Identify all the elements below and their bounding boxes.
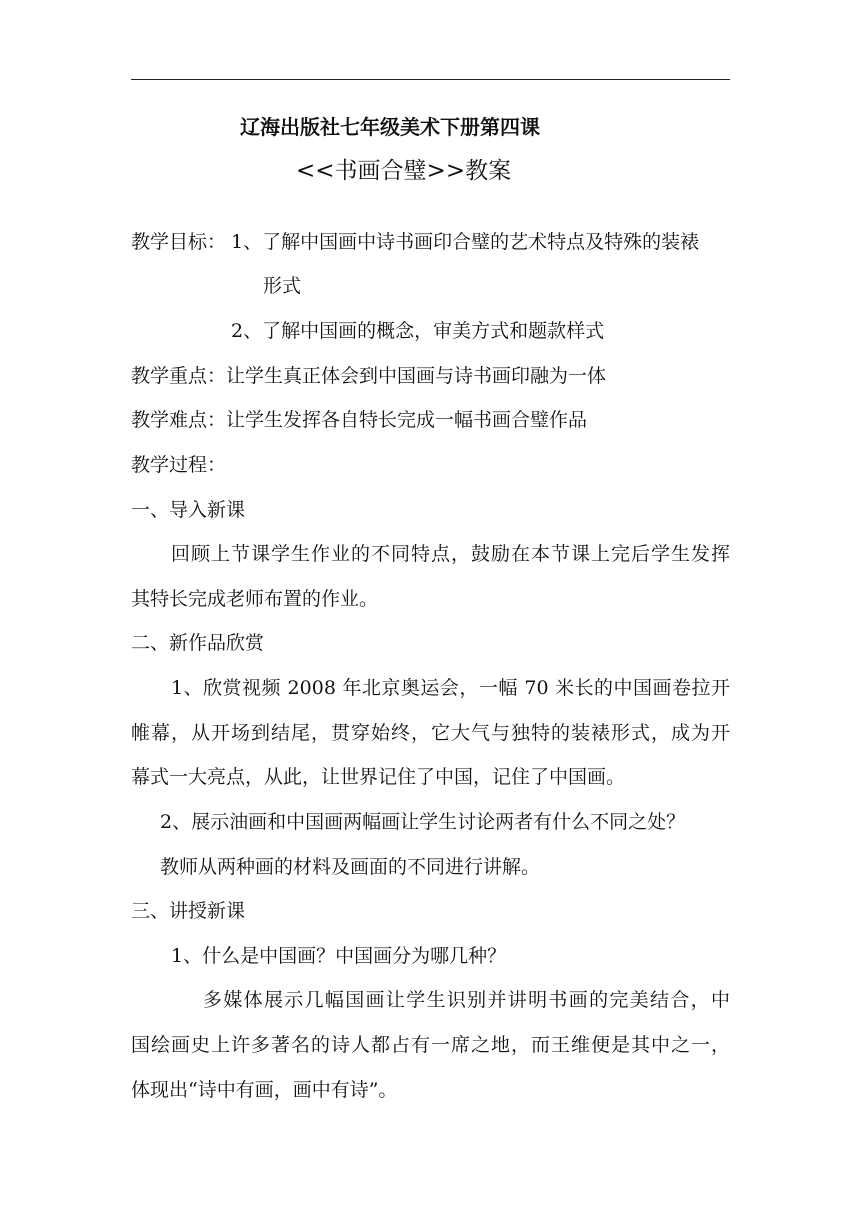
section-2-item-1-line: 帷幕，从开场到结尾，贯穿始终，它大气与独特的装裱形式，成为开 <box>131 722 730 744</box>
objectives-label: 教学目标： <box>131 231 227 253</box>
section-3-paragraph-line: 多媒体展示几幅国画让学生识别并讲明书画的完美结合，中 <box>203 989 730 1011</box>
section-3-question-1: 1、什么是中国画？中国画分为哪几种？ <box>171 945 507 967</box>
document-subtitle: <<书画合璧>>教案 <box>296 158 512 184</box>
section-3-paragraph-line: 体现出“诗中有画，画中有诗”。 <box>131 1079 398 1101</box>
section-1-heading: 一、导入新课 <box>131 499 246 521</box>
objective-item-1-continued: 形式 <box>263 275 302 297</box>
section-2-item-2-note: 教师从两种画的材料及画面的不同进行讲解。 <box>160 856 541 878</box>
section-2-item-2: 2、展示油画和中国画两幅画让学生讨论两者有什么不同之处？ <box>160 811 686 833</box>
section-1-paragraph-line: 其特长完成老师布置的作业。 <box>131 588 379 610</box>
difficulty: 教学难点：让学生发挥各自特长完成一幅书画合璧作品 <box>131 409 588 431</box>
section-3-heading: 三、讲授新课 <box>131 900 246 922</box>
section-2-item-1-line: 幕式一大亮点，从此，让世界记住了中国，记住了中国画。 <box>131 766 626 788</box>
key-point: 教学重点：让学生真正体会到中国画与诗书画印融为一体 <box>131 365 607 387</box>
process-label: 教学过程： <box>131 454 227 476</box>
section-1-paragraph-line: 回顾上节课学生作业的不同特点，鼓励在本节课上完后学生发挥 <box>171 543 730 565</box>
section-2-item-1-line: 1、欣赏视频 2008 年北京奥运会，一幅 70 米长的中国画卷拉开 <box>171 677 730 699</box>
section-2-heading: 二、新作品欣赏 <box>131 632 265 654</box>
objective-item-2: 2、了解中国画的概念，审美方式和题款样式 <box>231 320 605 342</box>
objective-item-1: 1、了解中国画中诗书画印合璧的艺术特点及特殊的装裱 <box>231 231 700 253</box>
header-rule <box>131 79 730 80</box>
document-title: 辽海出版社七年级美术下册第四课 <box>240 115 540 139</box>
section-3-paragraph-line: 国绘画史上许多著名的诗人都占有一席之地，而王维便是其中之一， <box>131 1034 730 1056</box>
